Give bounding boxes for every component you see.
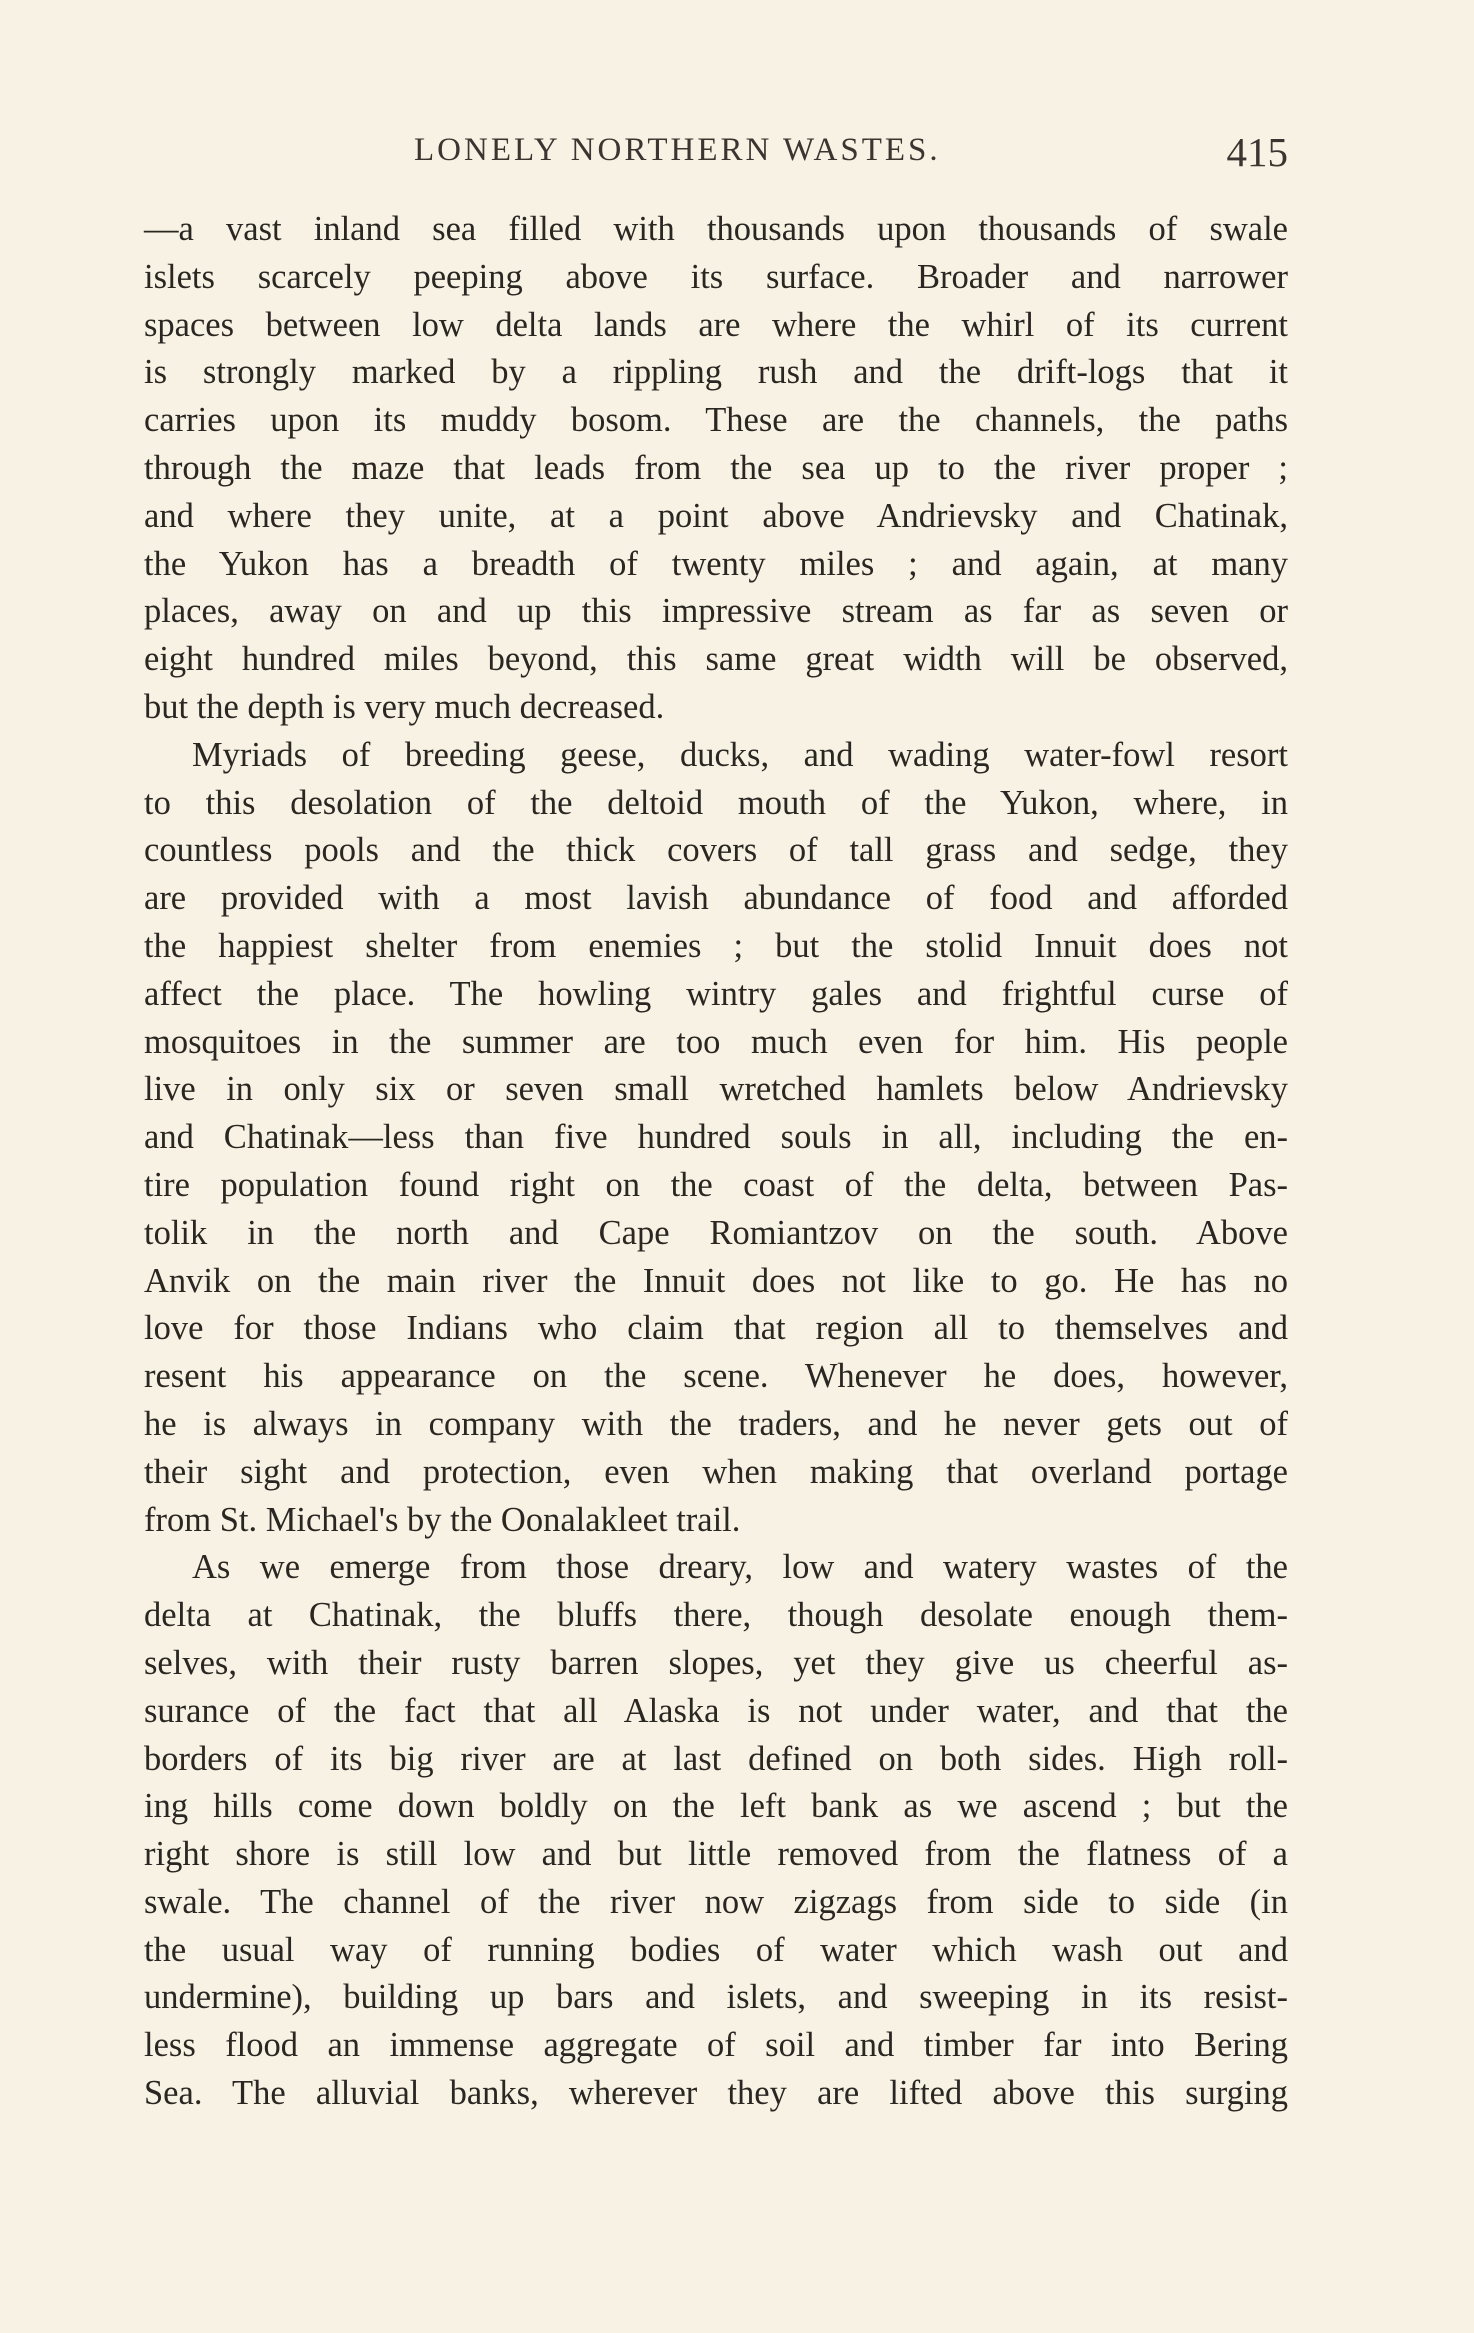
text-line: tire population found right on the coast of the delta, between Pas- xyxy=(144,1165,1288,1204)
text-line: spaces between low delta lands are where the whirl of its current xyxy=(144,305,1288,344)
paragraph xyxy=(144,732,1288,1545)
text-line: islets scarcely peeping above its surface. Broader and narrower xyxy=(144,257,1288,296)
text-line: mosquitoes in the summer are too much even for him. His people xyxy=(144,1022,1288,1061)
text-line: affect the place. The howling wintry gales and frightful curse of xyxy=(144,974,1288,1013)
text-line: their sight and protection, even when making that overland portage xyxy=(144,1452,1288,1491)
text-line: Anvik on the main river the Innuit does not like to go. He has no xyxy=(144,1261,1288,1300)
text-line: the Yukon has a breadth of twenty miles ; and again, at many xyxy=(144,544,1288,583)
text-line: places, away on and up this impressive stream as far as seven or xyxy=(144,592,1288,631)
text-line: but the depth is very much decreased. xyxy=(144,687,665,726)
text-line: delta at Chatinak, the bluffs there, though desolate enough them- xyxy=(144,1596,1288,1635)
text-line: Sea. The alluvial banks, wherever they are lifted above this surging xyxy=(144,2074,1288,2113)
text-line: —a vast inland sea filled with thousands upon thousands of swale xyxy=(144,210,1288,248)
text-line: ing hills come down boldly on the left bank as we ascend ; but the xyxy=(144,1787,1288,1826)
paragraph xyxy=(144,206,1288,732)
text-line: As we emerge from those dreary, low and watery wastes of the xyxy=(192,1548,1288,1587)
text-line: surance of the fact that all Alaska is not under water, and that the xyxy=(144,1691,1288,1730)
text-line: resent his appearance on the scene. Whenever he does, however, xyxy=(144,1357,1288,1396)
running-title: LONELY NORTHERN WASTES. xyxy=(414,132,941,168)
text-line: and Chatinak—less than five hundred souls in all, including the en- xyxy=(144,1118,1288,1157)
text-line: from St. Michael's by the Oonalakleet trail. xyxy=(144,1500,741,1539)
text-line: Myriads of breeding geese, ducks, and wading water-fowl resort xyxy=(192,735,1288,774)
text-line: to this desolation of the deltoid mouth of the Yukon, where, in xyxy=(144,783,1288,822)
text-line: he is always in company with the traders, and he never gets out of xyxy=(144,1404,1288,1443)
page-number: 415 xyxy=(1226,129,1288,175)
text-line: selves, with their rusty barren slopes, yet they give us cheerful as- xyxy=(144,1643,1288,1682)
body-text xyxy=(144,206,1288,2118)
text-line: carries upon its muddy bosom. These are the channels, the paths xyxy=(144,401,1288,440)
text-line: countless pools and the thick covers of tall grass and sedge, they xyxy=(144,831,1288,870)
text-line: swale. The channel of the river now zigzags from side to side (in xyxy=(144,1882,1288,1921)
text-line: is strongly marked by a rippling rush and the drift-logs that it xyxy=(144,353,1288,392)
text-line: the happiest shelter from enemies ; but the stolid Innuit does not xyxy=(144,926,1288,965)
text-line: are provided with a most lavish abundance of food and afforded xyxy=(144,879,1288,918)
text-line: love for those Indians who claim that region all to themselves and xyxy=(144,1309,1288,1348)
text-line: eight hundred miles beyond, this same great width will be observed, xyxy=(144,640,1288,679)
text-line: and where they unite, at a point above Andrievsky and Chatinak, xyxy=(144,496,1288,535)
text-line: less flood an immense aggregate of soil and timber far into Bering xyxy=(144,2026,1288,2065)
text-line: borders of its big river are at last defined on both sides. High roll- xyxy=(144,1739,1288,1778)
text-line: tolik in the north and Cape Romiantzov on the south. Above xyxy=(144,1213,1288,1252)
text-line: undermine), building up bars and islets, and sweeping in its resist- xyxy=(144,1978,1288,2017)
text-line: right shore is still low and but little removed from the flatness of a xyxy=(144,1835,1288,1874)
paragraph xyxy=(144,1544,1288,2118)
text-line: live in only six or seven small wretched hamlets below Andrievsky xyxy=(144,1070,1288,1109)
running-head xyxy=(144,129,1288,192)
text-line: through the maze that leads from the sea up to the river proper ; xyxy=(144,448,1288,487)
text-line: the usual way of running bodies of water which wash out and xyxy=(144,1930,1288,1969)
